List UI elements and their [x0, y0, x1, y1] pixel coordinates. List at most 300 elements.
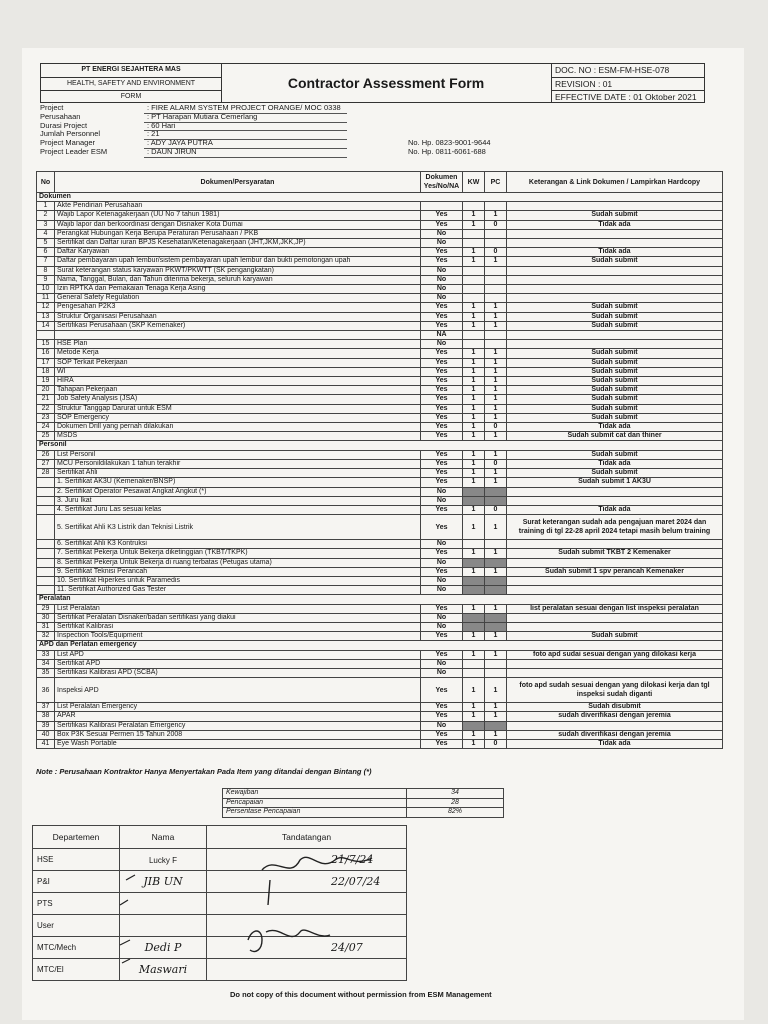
row-number: 39 — [37, 721, 55, 730]
pc-value: 1 — [485, 413, 507, 422]
kw-value: 1 — [463, 567, 485, 576]
requirement-label: WI — [55, 367, 421, 376]
row-number: 41 — [37, 739, 55, 748]
pc-value: 1 — [485, 377, 507, 386]
pc-value: 1 — [485, 549, 507, 558]
remarks: Sudah submit — [507, 312, 723, 321]
table-row — [37, 294, 723, 303]
pc-value: 1 — [485, 303, 507, 312]
document-status: No — [421, 721, 463, 730]
row-number: 37 — [37, 703, 55, 712]
remarks: Sudah submit TKBT 2 Kemenaker — [507, 549, 723, 558]
row-number: 21 — [37, 395, 55, 404]
requirement-label: Sertifikasi Perusahaan (SKP Kemenaker) — [55, 321, 421, 330]
department-name: PTS — [33, 893, 120, 915]
table-row — [37, 349, 723, 358]
requirement-label: Sertifikat Peralatan Disnaker/badan sertifikasi yang diakui — [55, 613, 421, 622]
requirement-label: 6. Sertifikat Ahli K3 Kontruksi — [55, 540, 421, 549]
table-row — [37, 395, 723, 404]
remarks — [507, 659, 723, 668]
row-number: 26 — [37, 450, 55, 459]
row-number: 8 — [37, 266, 55, 275]
pc-value: 0 — [485, 248, 507, 257]
document-status: No — [421, 586, 463, 595]
pc-value — [485, 668, 507, 677]
remarks: sudah diverifikasi dengan jeremia — [507, 712, 723, 721]
department-name: P&I — [33, 871, 120, 893]
table-row — [37, 377, 723, 386]
row-number — [37, 478, 55, 487]
remarks — [507, 586, 723, 595]
signature-row — [33, 915, 407, 937]
requirement-label: Metode Kerja — [55, 349, 421, 358]
remarks — [507, 294, 723, 303]
document-status: No — [421, 668, 463, 677]
document-status: No — [421, 266, 463, 275]
requirement-label: Tahapan Pekerjaan — [55, 386, 421, 395]
table-row — [37, 413, 723, 422]
signature-row — [33, 849, 407, 871]
signature-date: 24/07 — [331, 941, 363, 954]
summary-value: 82% — [407, 808, 504, 818]
pc-value — [485, 285, 507, 294]
table-row — [37, 622, 723, 631]
document-status: Yes — [421, 395, 463, 404]
row-number: 23 — [37, 413, 55, 422]
kw-value — [463, 202, 485, 211]
pc-value: 1 — [485, 395, 507, 404]
requirement-label: List Peralatan — [55, 604, 421, 613]
document-status: Yes — [421, 739, 463, 748]
requirement-label: List Peralatan Emergency — [55, 703, 421, 712]
row-number: 14 — [37, 321, 55, 330]
kw-value: 1 — [463, 321, 485, 330]
remarks: Sudah disubmit — [507, 703, 723, 712]
signature-table — [32, 825, 407, 981]
requirement-label: Sertifikat Ahli — [55, 469, 421, 478]
kw-value: 1 — [463, 432, 485, 441]
kw-value: 1 — [463, 413, 485, 422]
table-row — [37, 202, 723, 211]
pc-value — [485, 659, 507, 668]
document-status: Yes — [421, 321, 463, 330]
column-header: KW — [463, 172, 485, 193]
table-row — [37, 257, 723, 266]
signer-typed-name: Lucky F — [148, 856, 177, 865]
requirement-label: 4. Sertifikat Juru Las sesuai kelas — [55, 505, 421, 514]
kw-value: 1 — [463, 632, 485, 641]
row-number — [37, 549, 55, 558]
info-label: Project — [40, 103, 64, 112]
row-number — [37, 331, 55, 340]
row-number: 24 — [37, 423, 55, 432]
signature-date: 21/7/24 — [331, 853, 374, 866]
remarks: Sudah submit — [507, 349, 723, 358]
document-status: Yes — [421, 303, 463, 312]
table-row — [37, 576, 723, 585]
table-row — [37, 650, 723, 659]
pc-value — [485, 266, 507, 275]
table-row — [37, 668, 723, 677]
info-row — [40, 130, 720, 139]
table-row — [37, 312, 723, 321]
pc-value: 1 — [485, 469, 507, 478]
requirement-label: Sertifikasi Kalibrasi APD (SCBA) — [55, 668, 421, 677]
kw-value: 1 — [463, 549, 485, 558]
remarks — [507, 266, 723, 275]
kw-value: 1 — [463, 450, 485, 459]
document-status: Yes — [421, 567, 463, 576]
remarks: foto apd sudah sesuai dengan yang dilokasi kerja dan tgl inspeksi sudah diganti — [507, 678, 723, 703]
document-status: Yes — [421, 505, 463, 514]
remarks — [507, 239, 723, 248]
info-row — [40, 139, 720, 148]
pc-value: 0 — [485, 505, 507, 514]
row-number: 29 — [37, 604, 55, 613]
remarks: Tidak ada — [507, 248, 723, 257]
remarks — [507, 613, 723, 622]
table-row — [37, 549, 723, 558]
info-phone: No. Hp. 0823-9001-9644 — [408, 138, 491, 148]
pc-value — [485, 576, 507, 585]
remarks: Sudah submit — [507, 386, 723, 395]
info-value: : DAUN JIRUN — [144, 148, 347, 158]
info-label: Durasi Project — [40, 120, 88, 130]
table-row — [37, 404, 723, 413]
remarks: Sudah submit — [507, 303, 723, 312]
info-label: Perusahaan — [40, 111, 81, 121]
document-status: No — [421, 285, 463, 294]
info-phone: No. Hp. 0811-6061-688 — [408, 146, 486, 156]
row-number: 18 — [37, 367, 55, 376]
row-number: 25 — [37, 432, 55, 441]
signature-cell — [207, 915, 407, 937]
document-status: No — [421, 576, 463, 585]
kw-value: 1 — [463, 358, 485, 367]
table-row — [37, 386, 723, 395]
kw-value: 1 — [463, 739, 485, 748]
form-label: FORM — [120, 93, 142, 101]
table-row — [37, 604, 723, 613]
kw-value — [463, 659, 485, 668]
requirement-label: Eye Wash Portable — [55, 739, 421, 748]
pc-value — [485, 586, 507, 595]
remarks: Sudah submit — [507, 211, 723, 220]
kw-value — [463, 239, 485, 248]
document-status: Yes — [421, 432, 463, 441]
table-row — [37, 229, 723, 238]
kw-value: 1 — [463, 459, 485, 468]
kw-value — [463, 294, 485, 303]
kw-value: 1 — [463, 248, 485, 257]
section-label: APD dan Perlatan emergency — [37, 641, 723, 650]
table-row — [37, 285, 723, 294]
table-row — [37, 423, 723, 432]
pc-value: 1 — [485, 478, 507, 487]
requirement-label: SOP Terkait Pekerjaan — [55, 358, 421, 367]
remarks: Sudah submit — [507, 395, 723, 404]
requirement-label: HSE Plan — [55, 340, 421, 349]
department-name: MTC/Mech — [33, 937, 120, 959]
note-text: Note : Perusahaan Kontraktor Hanya Menyertakan Pada Item yang ditandai dengan Bintang (*) — [36, 767, 372, 776]
remarks: Tidak ada — [507, 459, 723, 468]
kw-value: 1 — [463, 386, 485, 395]
document-status: Yes — [421, 423, 463, 432]
row-number — [37, 567, 55, 576]
pc-value: 1 — [485, 404, 507, 413]
row-number — [37, 487, 55, 496]
kw-value: 1 — [463, 349, 485, 358]
requirement-label: HIRA — [55, 377, 421, 386]
row-number: 10 — [37, 285, 55, 294]
requirement-label: 3. Juru Ikat — [55, 496, 421, 505]
row-number — [37, 515, 55, 540]
summary-row — [223, 798, 504, 808]
row-number: 4 — [37, 229, 55, 238]
kw-value — [463, 540, 485, 549]
kw-value: 1 — [463, 404, 485, 413]
requirement-label: 8. Sertifikat Pekerja Untuk Bekerja di ruang terbatas (Petugas utama) — [55, 558, 421, 567]
kw-value: 1 — [463, 312, 485, 321]
remarks: Sudah submit — [507, 257, 723, 266]
requirement-label: Struktur Organisasi Perusahaan — [55, 312, 421, 321]
table-row — [37, 730, 723, 739]
table-row — [37, 739, 723, 748]
row-number: 27 — [37, 459, 55, 468]
requirement-label: Pengesahan P2K3 — [55, 303, 421, 312]
document-status: Yes — [421, 712, 463, 721]
remarks: Sudah submit — [507, 632, 723, 641]
requirement-label: Perangkat Hubungan Kerja Berupa Peraturan Perusahaan / PKB — [55, 229, 421, 238]
row-number: 13 — [37, 312, 55, 321]
pc-value — [485, 613, 507, 622]
column-header: PC — [485, 172, 507, 193]
kw-value — [463, 275, 485, 284]
kw-value — [463, 496, 485, 505]
row-number: 32 — [37, 632, 55, 641]
table-row — [37, 450, 723, 459]
document-status — [421, 202, 463, 211]
document-status: Yes — [421, 632, 463, 641]
requirement-label: List APD — [55, 650, 421, 659]
kw-value: 1 — [463, 367, 485, 376]
kw-value — [463, 622, 485, 631]
summary-row — [223, 808, 504, 818]
kw-value: 1 — [463, 730, 485, 739]
remarks — [507, 275, 723, 284]
pc-value — [485, 487, 507, 496]
signature-cell — [207, 937, 407, 959]
requirement-label: General Safety Regulation — [55, 294, 421, 303]
remarks — [507, 622, 723, 631]
document-status: No — [421, 622, 463, 631]
row-number: 5 — [37, 239, 55, 248]
row-number: 28 — [37, 469, 55, 478]
table-row — [37, 712, 723, 721]
signature-cell — [207, 871, 407, 893]
pc-value — [485, 721, 507, 730]
kw-value: 1 — [463, 395, 485, 404]
row-number: 30 — [37, 613, 55, 622]
assessment-table — [36, 171, 723, 749]
pc-value — [485, 202, 507, 211]
requirement-label: Daftar Karyawan — [55, 248, 421, 257]
document-status: No — [421, 229, 463, 238]
document-status: Yes — [421, 312, 463, 321]
kw-value — [463, 340, 485, 349]
kw-value — [463, 613, 485, 622]
pc-value: 1 — [485, 632, 507, 641]
company-block — [41, 64, 222, 102]
document-status: No — [421, 294, 463, 303]
pc-value: 1 — [485, 257, 507, 266]
remarks: Sudah submit — [507, 377, 723, 386]
signer-name — [120, 871, 207, 893]
footer-text: Do not copy of this document without permission from ESM Management — [230, 990, 492, 999]
requirement-label: Sertifikat dan Daftar iuran BPJS Kesehatan/Ketenagakerjaan (JHT,JKM,JKK,JP) — [55, 239, 421, 248]
table-row — [37, 303, 723, 312]
document-status: Yes — [421, 650, 463, 659]
table-row — [37, 331, 723, 340]
table-row — [37, 487, 723, 496]
kw-value: 1 — [463, 515, 485, 540]
table-row — [37, 586, 723, 595]
kw-value: 1 — [463, 211, 485, 220]
requirement-label — [55, 331, 421, 340]
requirement-label: 10. Sertifikat Hiperkes untuk Paramedis — [55, 576, 421, 585]
kw-value: 1 — [463, 505, 485, 514]
pc-value — [485, 239, 507, 248]
requirement-label: 2. Sertifikat Operator Pesawat Angkat Angkut (*) — [55, 487, 421, 496]
section-label: Dokumen — [37, 193, 723, 202]
signature-column-header: Nama — [120, 826, 207, 849]
document-status: Yes — [421, 515, 463, 540]
document-status: Yes — [421, 549, 463, 558]
doc-info-block — [551, 64, 705, 102]
table-row — [37, 678, 723, 703]
row-number — [37, 576, 55, 585]
remarks: Tidak ada — [507, 220, 723, 229]
remarks — [507, 331, 723, 340]
requirement-label: Nama, Tanggal, Bulan, dan Tahun diterima bekerja, seluruh karyawan — [55, 275, 421, 284]
department-name: MTC/El — [33, 959, 120, 981]
table-row — [37, 632, 723, 641]
document-status: Yes — [421, 220, 463, 229]
signer-name — [120, 937, 207, 959]
remarks: Sudah submit — [507, 404, 723, 413]
column-header: Keterangan & Link Dokumen / Lampirkan Hardcopy — [507, 172, 723, 193]
info-label: Jumlah Personnel — [40, 129, 101, 139]
signature-column-header: Departemen — [33, 826, 120, 849]
signature-row — [33, 959, 407, 981]
pc-value: 1 — [485, 650, 507, 659]
info-label: Project Manager — [40, 138, 96, 148]
pc-value: 1 — [485, 703, 507, 712]
row-number: 17 — [37, 358, 55, 367]
document-status: No — [421, 659, 463, 668]
remarks: Tidak ada — [507, 739, 723, 748]
kw-value — [463, 721, 485, 730]
table-row — [37, 478, 723, 487]
remarks: Sudah submit 1 AK3U — [507, 478, 723, 487]
info-value: : 21 — [144, 130, 347, 140]
remarks: Surat keterangan sudah ada pengajuan maret 2024 dan training di tgl 22-28 april 2024 tetapi masih belum training — [507, 515, 723, 540]
kw-value: 1 — [463, 303, 485, 312]
document-status: Yes — [421, 413, 463, 422]
requirement-label: Job Safety Analysis (JSA) — [55, 395, 421, 404]
info-label: Project Leader ESM — [40, 146, 108, 156]
kw-value: 1 — [463, 478, 485, 487]
table-row — [37, 459, 723, 468]
document-status: Yes — [421, 450, 463, 459]
requirement-label: Daftar pembayaran upah lembur/sistem pembayaran upah lembur dan bukti pemotongan upah — [55, 257, 421, 266]
table-row — [37, 703, 723, 712]
signature-cell — [207, 959, 407, 981]
document-status: No — [421, 496, 463, 505]
kw-value — [463, 229, 485, 238]
document-status: No — [421, 540, 463, 549]
document-status: No — [421, 340, 463, 349]
kw-value — [463, 266, 485, 275]
row-number: 31 — [37, 622, 55, 631]
row-number — [37, 586, 55, 595]
form-title: Contractor Assessment Form — [287, 75, 485, 91]
kw-value — [463, 285, 485, 294]
kw-value: 1 — [463, 220, 485, 229]
summary-label: Persentase Pencapaian — [223, 808, 407, 818]
kw-value — [463, 331, 485, 340]
pc-value — [485, 331, 507, 340]
section-row — [37, 595, 723, 604]
table-row — [37, 275, 723, 284]
requirement-label: Box P3K Sesuai Permen 15 Tahun 2008 — [55, 730, 421, 739]
remarks: sudah diverifikasi dengan jeremia — [507, 730, 723, 739]
document-status: Yes — [421, 257, 463, 266]
row-number: 3 — [37, 220, 55, 229]
kw-value: 1 — [463, 469, 485, 478]
info-row — [40, 122, 720, 131]
pc-value: 1 — [485, 604, 507, 613]
signature-row — [33, 871, 407, 893]
table-row — [37, 567, 723, 576]
pc-value — [485, 275, 507, 284]
row-number: 2 — [37, 211, 55, 220]
requirement-label: Wajib Lapor Ketenagakerjaan (UU No 7 tahun 1981) — [55, 211, 421, 220]
revision: REVISION : 01 — [552, 78, 705, 92]
row-number: 11 — [37, 294, 55, 303]
table-row — [37, 211, 723, 220]
pc-value — [485, 540, 507, 549]
pc-value: 1 — [485, 358, 507, 367]
section-row — [37, 441, 723, 450]
document-status: Yes — [421, 730, 463, 739]
kw-value: 1 — [463, 678, 485, 703]
remarks: Sudah submit — [507, 413, 723, 422]
document-status: No — [421, 239, 463, 248]
requirement-label: 11. Sertifikat Authorized Gas Tester — [55, 586, 421, 595]
remarks: Sudah submit — [507, 358, 723, 367]
document-status: No — [421, 613, 463, 622]
row-number: 1 — [37, 202, 55, 211]
info-value: : PT Harapan Mutiara Cemerlang — [144, 113, 347, 123]
info-row — [40, 113, 720, 122]
signer-name — [120, 915, 207, 937]
summary-label: Kewajiban — [223, 789, 407, 799]
requirement-label: Inspeksi APD — [55, 678, 421, 703]
remarks: Sudah submit cat dan thiner — [507, 432, 723, 441]
column-header: Dokumen/Persyaratan — [55, 172, 421, 193]
row-number: 38 — [37, 712, 55, 721]
